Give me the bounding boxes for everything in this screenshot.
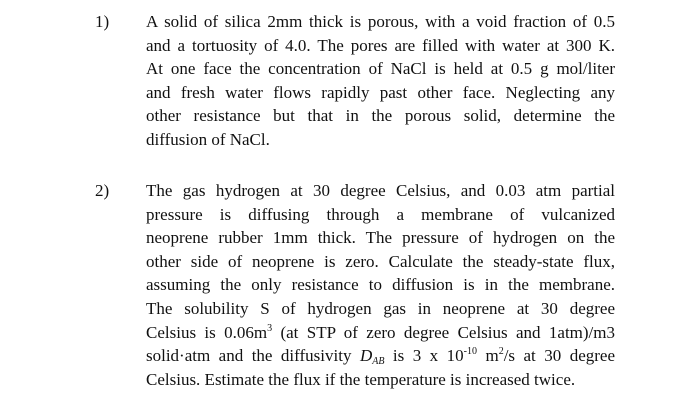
text-line — [146, 344, 615, 368]
text-line: neoprene rubber 1mm thick. The pressure of hydrogen on the — [146, 228, 615, 248]
symbol-main: D — [359, 346, 373, 366]
text-line: and fresh water flows rapidly past other face. Neglecting any — [146, 82, 615, 102]
problem-text — [146, 179, 615, 391]
text-line: and a tortuosity of 4.0. The pores are filled with water at 300 K. — [146, 35, 615, 55]
text-segment: is 3 x 10 — [384, 346, 464, 366]
text-segment: Celsius is 0.06m — [146, 322, 268, 342]
text-line: The gas hydrogen at 30 degree Celsius, and 0.03 atm partial — [146, 181, 615, 200]
superscript: -10 — [463, 346, 477, 358]
text-segment: solid·atm and the diffusivity — [146, 346, 360, 366]
text-line: assuming the only resistance to diffusion is in the membrane. — [146, 275, 615, 295]
superscript: 2 — [498, 346, 504, 358]
problem-number: 1) — [95, 12, 110, 31]
text-segment: m — [477, 346, 499, 366]
text-line: The solubility S of hydrogen gas in neoprene at 30 degree — [146, 298, 615, 318]
text-segment: /s at 30 degree — [503, 346, 616, 366]
text-line: A solid of silica 2mm thick is porous, with a void fraction of 0.5 — [146, 12, 615, 31]
superscript: 3 — [267, 322, 273, 334]
diffusivity-symbol — [359, 346, 385, 368]
text-line: other side of neoprene is zero. Calculate the steady-state flux, — [146, 251, 615, 271]
problem-text — [146, 10, 615, 152]
text-line: At one face the concentration of NaCl is held at 0.5 g mol/liter — [146, 59, 615, 79]
text-line: pressure is diffusing through a membrane of vulcanized — [146, 204, 615, 224]
text-line — [146, 321, 615, 345]
problem-number: 2) — [95, 181, 110, 200]
text-line: other resistance but that in the porous solid, determine the — [146, 106, 615, 126]
text-line: diffusion of NaCl. — [146, 129, 270, 149]
text-line: Celsius. Estimate the flux if the temperature is increased twice. — [146, 369, 576, 389]
text-segment: (at STP of zero degree Celsius and 1atm)/m3 — [272, 322, 616, 342]
symbol-subscript: AB — [372, 356, 385, 368]
